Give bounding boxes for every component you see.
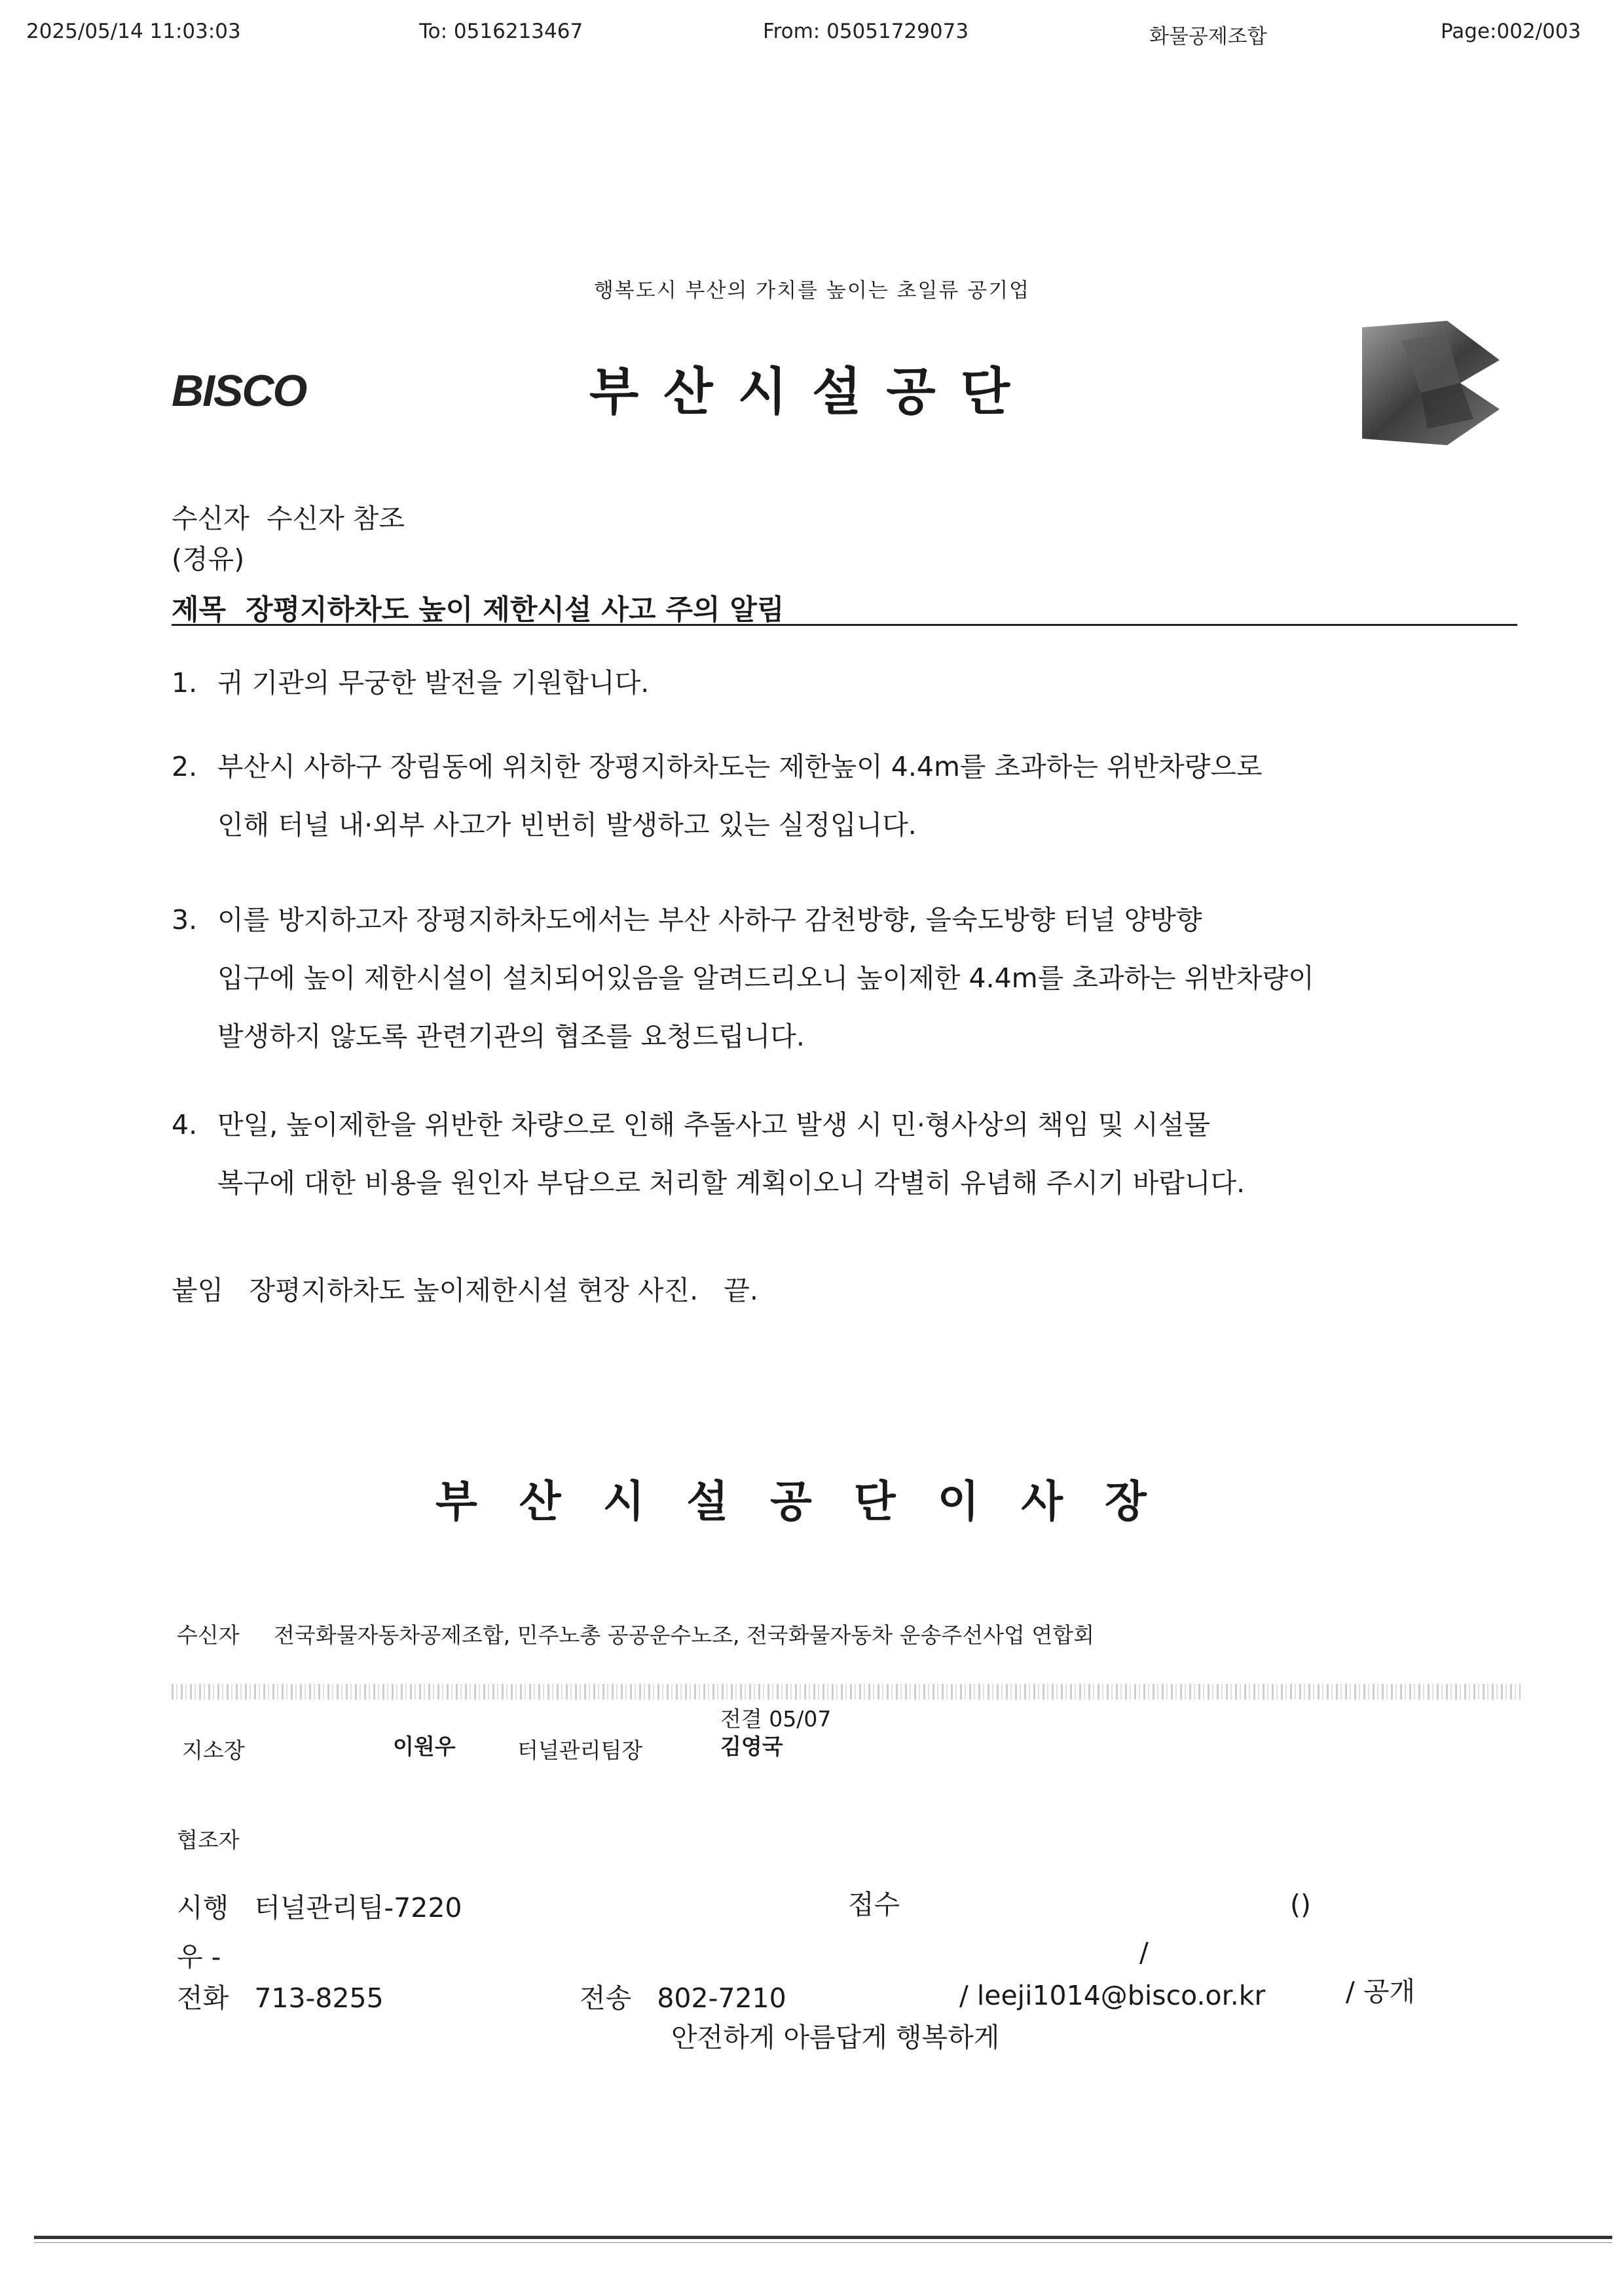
- zip-row: 우 -: [177, 1941, 221, 1973]
- bottom-border-thin: [34, 2242, 1612, 2243]
- paragraph-line: 이를 방지하고자 장평지하차도에서는 부산 사하구 감천방향, 을숙도방향 터널 양방향: [217, 904, 1202, 936]
- public-flag: / 공개: [1346, 1976, 1416, 2007]
- via-row: (경유): [172, 543, 245, 575]
- paragraph-line: 입구에 높이 제한시설이 설치되어있음을 알려드리오니 높이제한 4.4m를 초과하는 위반차량이: [217, 962, 1314, 994]
- recipient-label: 수신자: [172, 503, 249, 534]
- final-approval-mark: 전결 05/07: [720, 1706, 832, 1732]
- bottom-border: [34, 2236, 1612, 2239]
- fax-label: 전송: [580, 1982, 632, 2014]
- paragraph-number: 1.: [172, 667, 198, 699]
- paragraph-4: [172, 1103, 1527, 1200]
- approver-name-2: 김영국: [720, 1734, 783, 1759]
- logo-text: BISCO: [172, 366, 306, 416]
- org-title: 부산시설공단: [589, 363, 1035, 422]
- email-link[interactable]: / leeji1014@bisco.or.kr: [959, 1980, 1266, 2011]
- motto: 안전하게 아름답게 행복하게: [671, 2022, 1000, 2053]
- phone-value: 713-8255: [254, 1982, 384, 2014]
- receipt-label: 접수: [848, 1889, 900, 1920]
- paragraph-line: 인해 터널 내·외부 사고가 빈번히 발생하고 있는 실정입니다.: [217, 809, 917, 841]
- approver-role-1: 지소장: [182, 1738, 245, 1763]
- subject-label: 제목: [172, 594, 227, 627]
- attachment-row: [172, 1275, 758, 1307]
- enforce-row: [177, 1892, 462, 1924]
- receipt-paren: (): [1290, 1889, 1311, 1920]
- paragraph-3: [172, 898, 1527, 1053]
- paragraph-line: 만일, 높이제한을 위반한 차량으로 인해 추돌사고 발생 시 민·형사상의 책임 및 시설물: [217, 1109, 1211, 1140]
- phone-row: [177, 1982, 384, 2014]
- paragraph-line: 발생하지 않도록 관련기관의 협조를 요청드립니다.: [217, 1021, 805, 1052]
- scan-noise-divider: [172, 1684, 1521, 1700]
- approver-role-2: 터널관리팀장: [517, 1738, 643, 1763]
- attachment-label: 붙임: [172, 1275, 224, 1306]
- paragraph-number: 4.: [172, 1109, 198, 1140]
- distribution-row: [177, 1618, 1094, 1649]
- fax-sender: 화물공제조합: [1149, 25, 1267, 48]
- zip-separator: /: [1139, 1937, 1149, 1968]
- fax-page: Page:002/003: [1441, 20, 1581, 43]
- distribution-label: 수신자: [177, 1622, 240, 1648]
- paragraph-line: 부산시 사하구 장림동에 위치한 장평지하차도는 제한높이 4.4m를 초과하는 위반차량으로: [217, 751, 1263, 782]
- paragraph-1: [172, 661, 1527, 700]
- paragraph-line: 귀 기관의 무궁한 발전을 기원합니다.: [217, 667, 650, 699]
- subject-row: [172, 588, 784, 628]
- phone-label: 전화: [177, 1982, 229, 2014]
- paragraph-number: 3.: [172, 904, 198, 936]
- enforce-value: 터널관리팀-7220: [254, 1892, 462, 1923]
- subject-divider: [172, 624, 1517, 626]
- issuer-signature: 부산시설공단이사장: [435, 1476, 1189, 1527]
- distribution-value: 전국화물자동차공제조합, 민주노총 공공운수노조, 전국화물자동차 운송주선사업 연합회: [274, 1622, 1095, 1648]
- cooperator-label: 협조자: [177, 1827, 240, 1853]
- fax-from: From: 05051729073: [763, 20, 969, 43]
- recipient-row: [172, 503, 405, 535]
- fax-to: To: 0516213467: [419, 20, 583, 43]
- paragraph-2: [172, 745, 1527, 842]
- paragraph-line: 복구에 대한 비용을 원인자 부담으로 처리할 계획이오니 각별히 유념해 주시기 바랍니다.: [217, 1167, 1246, 1199]
- fax-row: [580, 1982, 786, 2014]
- enforce-label: 시행: [177, 1892, 229, 1923]
- subject-value: 장평지하차도 높이 제한시설 사고 주의 알림: [246, 594, 784, 627]
- attachment-value: 장평지하차도 높이제한시설 현장 사진.: [249, 1275, 699, 1306]
- recipient-value: 수신자 참조: [266, 503, 405, 534]
- approver-name-1: 이원우: [393, 1734, 456, 1759]
- slogan: 행복도시 부산의 가치를 높이는 초일류 공기업: [593, 279, 1031, 302]
- paragraph-number: 2.: [172, 751, 198, 782]
- fax-value: 802-7210: [657, 1982, 786, 2014]
- fax-datetime: 2025/05/14 11:03:03: [26, 20, 241, 43]
- corporate-emblem-icon: [1362, 321, 1500, 445]
- end-mark: 끝.: [724, 1275, 758, 1306]
